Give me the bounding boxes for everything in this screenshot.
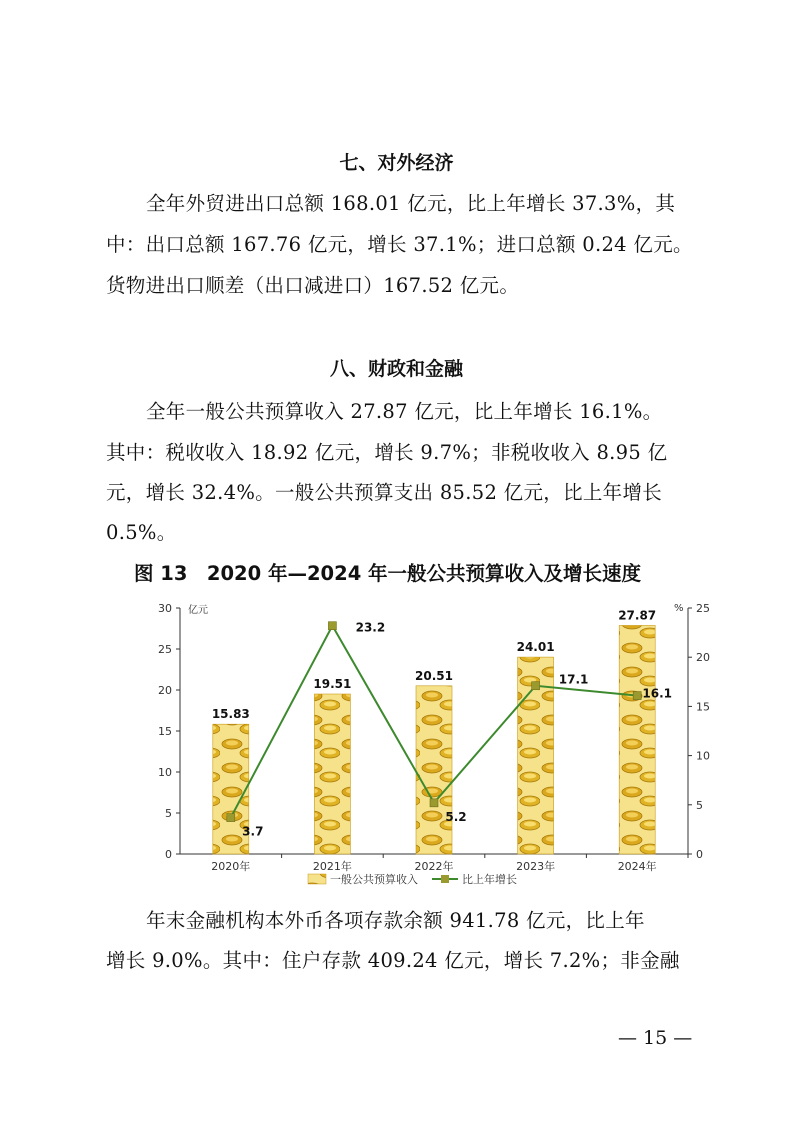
y-left-axis-label: 亿元 bbox=[188, 605, 208, 616]
growth-point-label: 23.2 bbox=[355, 620, 386, 635]
y-right-tick-label: 25 bbox=[696, 602, 710, 615]
growth-point bbox=[328, 622, 336, 630]
y-left-tick-label: 25 bbox=[158, 643, 172, 656]
section7-line-1: 全年外贸进出口总额 168.01 亿元，比上年增长 37.3%，其 bbox=[146, 192, 676, 215]
section8-heading: 八、财政和金融 bbox=[329, 358, 463, 380]
y-left-tick-label: 10 bbox=[158, 766, 172, 779]
x-tick-label: 2024年 bbox=[617, 860, 657, 873]
y-right-tick-label: 15 bbox=[696, 700, 710, 714]
y-left-tick-label: 15 bbox=[158, 725, 172, 738]
revenue-bar bbox=[619, 625, 655, 854]
revenue-bar-label: 19.51 bbox=[313, 677, 352, 692]
y-left-tick-label: 5 bbox=[165, 807, 172, 820]
continuation-line-1: 年末金融机构本外币各项存款余额 941.78 亿元，比上年 bbox=[146, 909, 645, 932]
x-tick-label: 2021年 bbox=[312, 860, 352, 873]
legend-line-marker bbox=[441, 875, 449, 883]
revenue-bar-label: 20.51 bbox=[415, 668, 453, 683]
revenue-bar bbox=[416, 686, 452, 854]
x-tick-label: 2020年 bbox=[211, 860, 251, 873]
y-right-tick-label: 0 bbox=[696, 848, 703, 861]
y-right-axis-label: % bbox=[674, 603, 684, 614]
y-right-tick-label: 5 bbox=[696, 798, 703, 812]
growth-point-label: 16.1 bbox=[642, 686, 673, 701]
revenue-bar-label: 27.87 bbox=[618, 608, 657, 623]
y-right-tick-label: 20 bbox=[696, 651, 710, 665]
section8-line-1: 全年一般公共预算收入 27.87 亿元，比上年增长 16.1%。 bbox=[146, 400, 663, 423]
section8-line-2: 其中：税收收入 18.92 亿元，增长 9.7%；非税收收入 8.95 亿 bbox=[106, 441, 668, 464]
legend-bar-label: 一般公共预算收入 bbox=[330, 873, 418, 886]
growth-point bbox=[633, 692, 641, 700]
growth-point-label: 3.7 bbox=[242, 824, 264, 839]
y-right-tick-label: 10 bbox=[696, 749, 710, 763]
section7-heading: 七、对外经济 bbox=[339, 152, 454, 174]
section8-line-3: 元，增长 32.4%。一般公共预算支出 85.52 亿元，比上年增长 bbox=[106, 481, 663, 504]
legend-bar-swatch bbox=[308, 874, 326, 884]
section7-line-3: 货物进出口顺差（出口减进口）167.52 亿元。 bbox=[106, 274, 520, 297]
growth-point bbox=[532, 682, 540, 690]
chart-svg bbox=[140, 592, 710, 892]
continuation-line-2: 增长 9.0%。其中：住户存款 409.24 亿元，增长 7.2%；非金融 bbox=[106, 949, 680, 972]
revenue-bar-label: 24.01 bbox=[516, 640, 555, 655]
x-tick-label: 2022年 bbox=[414, 860, 454, 873]
figure-title: 图 13 2020 年—2024 年一般公共预算收入及增长速度 bbox=[134, 562, 642, 585]
budget-revenue-chart bbox=[140, 592, 710, 892]
growth-point-label: 5.2 bbox=[445, 809, 467, 824]
page-number: — 15 — bbox=[618, 1027, 693, 1049]
growth-point-label: 17.1 bbox=[558, 672, 589, 687]
y-left-tick-label: 20 bbox=[158, 684, 172, 697]
growth-point bbox=[430, 799, 438, 807]
legend-line-label: 比上年增长 bbox=[462, 873, 517, 886]
revenue-bar bbox=[314, 694, 350, 854]
section8-line-4: 0.5%。 bbox=[106, 521, 177, 544]
growth-point bbox=[227, 814, 235, 822]
revenue-bar-label: 15.83 bbox=[211, 707, 250, 722]
section7-line-2: 中：出口总额 167.76 亿元，增长 37.1%；进口总额 0.24 亿元。 bbox=[106, 233, 693, 256]
y-left-tick-label: 0 bbox=[165, 848, 172, 861]
y-left-tick-label: 30 bbox=[158, 602, 172, 615]
x-tick-label: 2023年 bbox=[516, 860, 556, 873]
